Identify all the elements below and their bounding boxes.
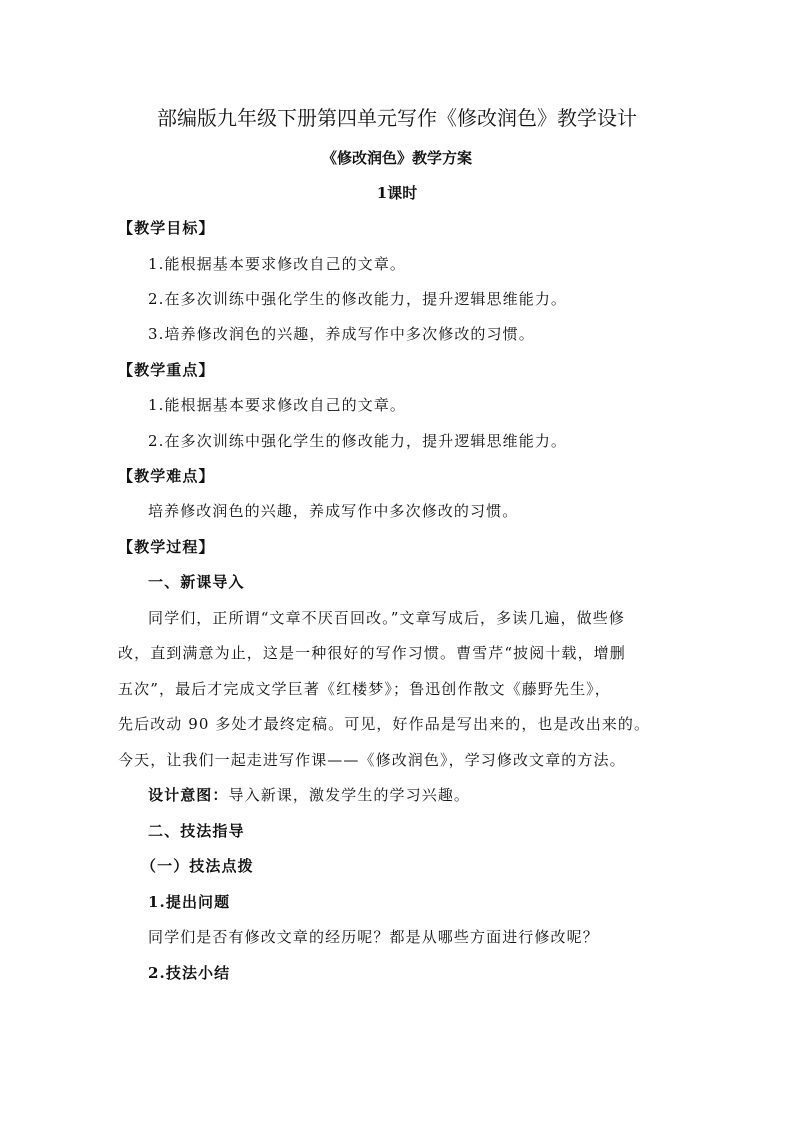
process-heading: 【教学过程】	[118, 538, 215, 556]
lesson-time: 1课时	[376, 184, 418, 202]
document-title: 部编版九年级下册第四单元写作《修改润色》教学设计	[157, 106, 637, 130]
design-intent-text: 导入新课，激发学生的学习兴趣。	[228, 786, 471, 804]
design-intent	[148, 784, 470, 806]
paragraph-line: 先后改动 90 多处才最终定稿。可见，好作品是写出来的，也是改出来的。	[118, 715, 651, 733]
paragraph-line: 今天，让我们一起走进写作课——《修改润色》，学习修改文章的方法。	[118, 751, 626, 769]
key-points-heading: 【教学重点】	[118, 361, 215, 379]
key-point-item: 2.在多次训练中强化学生的修改能力，提升逻辑思维能力。	[148, 432, 568, 450]
difficulty-item: 培养修改润色的兴趣，养成写作中多次修改的习惯。	[148, 502, 519, 520]
item1-heading: 1.提出问题	[148, 893, 231, 911]
paragraph-line: 改，直到满意为止，这是一种很好的写作习惯。曹雪芹“披阅十载，增删	[118, 644, 626, 662]
item1-text: 同学们是否有修改文章的经历呢？都是从哪些方面进行修改呢？	[148, 928, 599, 946]
objective-item: 3.培养修改润色的兴趣，养成写作中多次修改的习惯。	[148, 325, 535, 343]
objectives-heading: 【教学目标】	[118, 219, 215, 237]
sub1-heading: （一）技法点拨	[141, 857, 254, 875]
document-subtitle: 《修改润色》教学方案	[321, 149, 472, 167]
objective-item: 2.在多次训练中强化学生的修改能力，提升逻辑思维能力。	[148, 290, 568, 308]
objective-item: 1.能根据基本要求修改自己的文章。	[148, 255, 407, 273]
item2-heading: 2.技法小结	[148, 964, 231, 982]
section1-heading: 一、新课导入	[148, 573, 245, 591]
difficulties-heading: 【教学难点】	[118, 467, 215, 485]
paragraph-line: 同学们，正所谓“文章不厌百回改。”文章写成后，多读几遍，做些修	[148, 609, 625, 627]
paragraph-line: 五次”，最后才完成文学巨著《红楼梦》；鲁迅创作散文《藤野先生》，	[118, 680, 611, 698]
section2-heading: 二、技法指导	[148, 822, 245, 840]
key-point-item: 1.能根据基本要求修改自己的文章。	[148, 396, 407, 414]
design-intent-label: 设计意图：	[148, 786, 229, 804]
